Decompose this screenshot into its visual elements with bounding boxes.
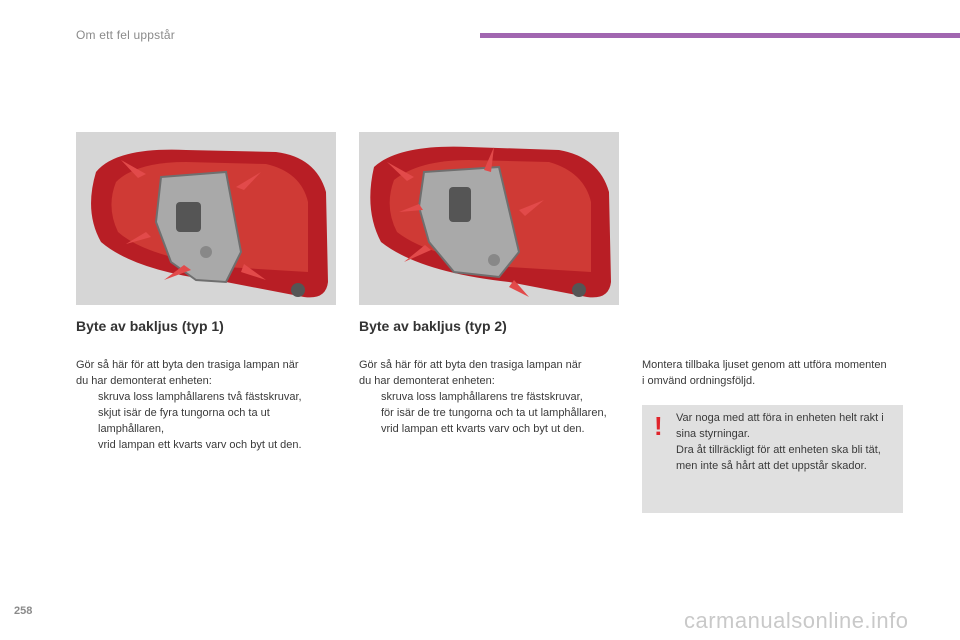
chapter-title: Om ett fel uppstår: [76, 28, 175, 42]
intro-line: Gör så här för att byta den trasiga lampan när: [76, 359, 299, 371]
reassembly-note: [642, 357, 892, 389]
list-item: [76, 437, 338, 453]
page-number: 258: [14, 605, 33, 617]
step-text: skjut isär de fyra tungorna och ta ut lamphållaren,: [98, 407, 270, 435]
intro-line: Gör så här för att byta den trasiga lampan när: [359, 359, 582, 371]
instructions-type2: [359, 357, 621, 437]
step-text: skruva loss lamphållarens två fästskruvar,: [98, 391, 302, 403]
warning-line: Dra åt tillräckligt för att enheten ska bli tät, men inte så hårt att det uppstår skador.: [676, 444, 881, 472]
intro-line: du har demonterat enheten:: [76, 375, 212, 387]
step-text: vrid lampan ett kvarts varv och byt ut den.: [98, 439, 302, 451]
steps-list: [359, 389, 621, 437]
tail-light-type1-image: [76, 132, 336, 305]
intro-line: du har demonterat enheten:: [359, 375, 495, 387]
chapter-accent-bar: [480, 33, 960, 38]
list-item: [359, 405, 621, 421]
step-text: vrid lampan ett kvarts varv och byt ut den.: [381, 423, 585, 435]
list-item: [76, 405, 338, 437]
list-item: [359, 421, 621, 437]
reassembly-text: Montera tillbaka ljuset genom att utföra momenten i omvänd ordningsföljd.: [642, 359, 887, 387]
step-text: för isär de tre tungorna och ta ut lamphållaren,: [381, 407, 607, 419]
section-heading-type1: Byte av bakljus (typ 1): [76, 318, 224, 334]
steps-list: [76, 389, 338, 453]
watermark: carmanualsonline.info: [684, 608, 909, 633]
list-item: [76, 389, 338, 405]
instructions-type1: [76, 357, 338, 453]
list-item: [359, 389, 621, 405]
warning-icon: !: [654, 411, 663, 441]
warning-text: [676, 410, 891, 474]
step-text: skruva loss lamphållarens tre fästskruvar,: [381, 391, 583, 403]
tail-light-type2-illustration: [359, 132, 619, 305]
tail-light-type2-image: [359, 132, 619, 305]
warning-line: Var noga med att föra in enheten helt rakt i sina styrningar.: [676, 412, 884, 440]
section-heading-type2: Byte av bakljus (typ 2): [359, 318, 507, 334]
tail-light-type1-illustration: [76, 132, 336, 305]
warning-box: [642, 405, 903, 513]
